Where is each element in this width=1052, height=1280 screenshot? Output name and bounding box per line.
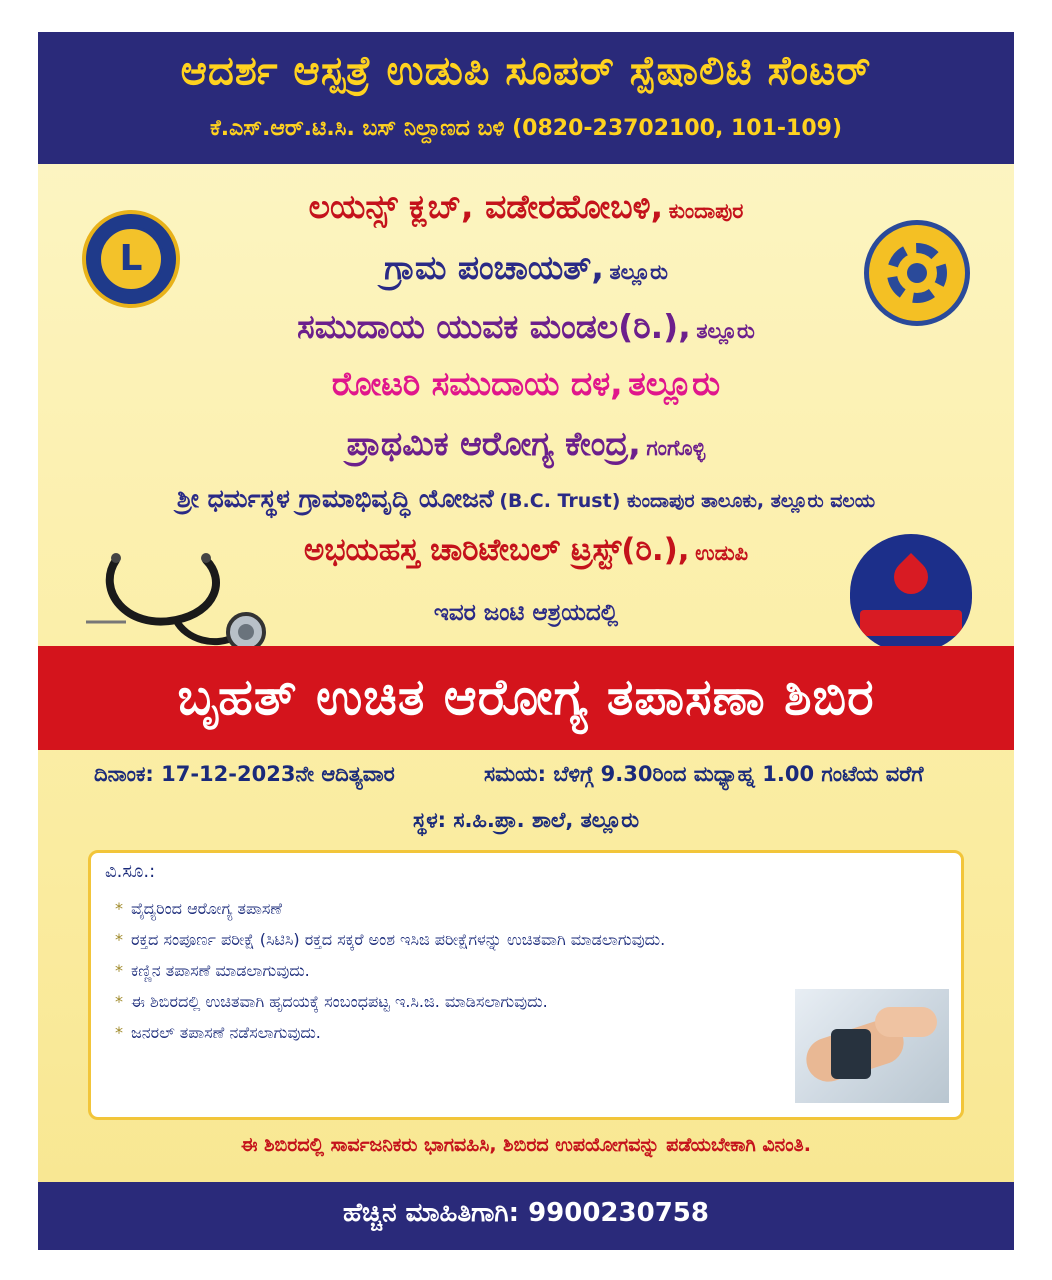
organizer-name: ಗ್ರಾಮ ಪಂಚಾಯತ್,: [384, 248, 604, 287]
organizer-place: ಕುಂದಾಪುರ: [668, 199, 744, 223]
footer-band: [38, 1182, 1014, 1250]
note-text: ಈ ಶಿಬಿರದಲ್ಲಿ ಉಚಿತವಾಗಿ ಹೃದಯಕ್ಕೆ ಸಂಬಂಧಪಟ್ಟ ಇ.ಸಿ.ಜಿ. ಮಾಡಿಸಲಾಗುವುದು.: [131, 992, 548, 1011]
lions-logo-letter: L: [98, 226, 164, 292]
date-time-row: [94, 762, 984, 787]
organizer-dharmasthala: [38, 484, 1014, 514]
list-item: [115, 986, 665, 1017]
organizer-place: (B.C. Trust) ಕುಂದಾಪುರ ತಾಲೂಕು, ತಲ್ಲೂರು ವಲಯ: [499, 490, 876, 512]
camp-title: ಬೃಹತ್ ಉಚಿತ ಆರೋಗ್ಯ ತಪಾಸಣಾ ಶಿಬಿರ: [177, 668, 875, 726]
organizer-place: ಉಡುಪಿ: [695, 541, 749, 565]
camp-date: ದಿನಾಂಕ: 17-12-2023ನೇ ಆದಿತ್ಯವಾರ: [94, 762, 395, 786]
camp-title-band: [38, 646, 1014, 750]
notes-box: [88, 850, 964, 1120]
camp-time: ಸಮಯ: ಬೆಳಿಗ್ಗೆ 9.30ರಿಂದ ಮಧ್ಯಾಹ್ನ 1.00 ಗಂಟೆಯ ವರೆಗೆ: [484, 762, 924, 786]
header-band: [38, 32, 1014, 164]
hospital-address: ಕೆ.ಎಸ್.ಆರ್.ಟಿ.ಸಿ. ಬಸ್ ನಿಲ್ದಾಣದ ಬಳಿ (0820-23702100, 101-109): [209, 116, 843, 141]
list-item: [115, 924, 665, 955]
organizer-name: ಲಯನ್ಸ್ ಕ್ಲಬ್, ವಡೇರಹೋಬಳಿ,: [308, 187, 664, 226]
list-item: [115, 1017, 665, 1048]
organizer-lions: [38, 187, 1014, 227]
bullet-icon: *: [115, 1023, 123, 1042]
photo-hand: [875, 1007, 937, 1037]
abhayahasta-logo-icon: [850, 534, 972, 652]
note-text: ಜನರಲ್ ತಪಾಸಣೆ ನಡೆಸಲಾಗುವುದು.: [131, 1023, 321, 1042]
note-text: ಕಣ್ಣಿನ ತಪಾಸಣೆ ಮಾಡಲಾಗುವುದು.: [131, 961, 310, 980]
hospital-name: ಆದರ್ಶ ಆಸ್ಪತ್ರೆ ಉಡುಪಿ ಸೂಪರ್ ಸ್ಪೆಷಾಲಿಟಿ ಸೆಂಟರ್: [180, 48, 872, 94]
bp-cuff-icon: [831, 1029, 871, 1079]
bullet-icon: *: [115, 992, 123, 1011]
bullet-icon: *: [115, 961, 123, 980]
bullet-icon: *: [115, 899, 123, 918]
note-text: ವೈದ್ಯರಿಂದ ಆರೋಗ್ಯ ತಪಾಸಣೆ: [131, 899, 283, 918]
list-item: [115, 893, 665, 924]
organizer-yuvaka-mandala: [38, 307, 1014, 347]
organizer-place: ತಲ್ಲೂರು: [628, 364, 721, 403]
bullet-icon: *: [115, 930, 123, 949]
organizer-place: ತಲ್ಲೂರು: [696, 319, 755, 343]
organizer-place: ಗಂಗೊಳ್ಳಿ: [646, 436, 706, 460]
organizer-place: ತಲ್ಲೂರು: [609, 260, 668, 284]
note-text: ರಕ್ತದ ಸಂಪೂರ್ಣ ಪರೀಕ್ಷೆ (ಸಿಟಿಸಿ) ರಕ್ತದ ಸಕ್ಕರೆ ಅಂಶ ಇಸಿಜಿ ಪರೀಕ್ಷೆಗಳನ್ನು ಉಚಿತವಾಗಿ ಮಾಡಲಾಗುವುದು.: [131, 930, 666, 949]
contact-number: ಹೆಚ್ಚಿನ ಮಾಹಿತಿಗಾಗಿ: 9900230758: [343, 1198, 709, 1228]
bp-check-photo: [795, 989, 949, 1103]
blood-drop-icon: [887, 553, 935, 601]
organizer-health-centre: [38, 424, 1014, 464]
joint-auspices-note: ಇವರ ಜಂಟಿ ಆಶ್ರಯದಲ್ಲಿ: [433, 600, 619, 626]
organizer-panchayat: [38, 248, 1014, 288]
organizer-name: ಅಭಯಹಸ್ತ ಚಾರಿಟೇಬಲ್ ಟ್ರಸ್ಟ್(ರಿ.),: [303, 532, 690, 568]
list-item: [115, 955, 665, 986]
notes-list: [115, 893, 665, 1048]
organizer-name: ಪ್ರಾಥಮಿಕ ಆರೋಗ್ಯ ಕೇಂದ್ರ,: [346, 424, 641, 463]
organizer-name: ಶ್ರೀ ಧರ್ಮಸ್ಥಳ ಗ್ರಾಮಾಭಿವೃದ್ಧಿ ಯೋಜನೆ: [176, 484, 494, 513]
organizer-name: ಸಮುದಾಯ ಯುವಕ ಮಂಡಲ(ರಿ.),: [297, 307, 691, 346]
organizer-rotary-dala: [38, 364, 1014, 404]
camp-venue: ಸ್ಥಳ: ಸ.ಹಿ.ಪ್ರಾ. ಶಾಲೆ, ತಲ್ಲೂರು: [412, 808, 640, 832]
organizer-name: ರೋಟರಿ ಸಮುದಾಯ ದಳ,: [331, 364, 623, 403]
notes-heading: ವಿ.ಸೂ.:: [105, 861, 156, 882]
poster: [38, 32, 1014, 1250]
public-appeal: ಈ ಶಿಬಿರದಲ್ಲಿ ಸಾರ್ವಜನಿಕರು ಭಾಗವಹಿಸಿ, ಶಿಬಿರದ ಉಪಯೋಗವನ್ನು ಪಡೆಯಬೇಕಾಗಿ ವಿನಂತಿ.: [241, 1134, 811, 1156]
